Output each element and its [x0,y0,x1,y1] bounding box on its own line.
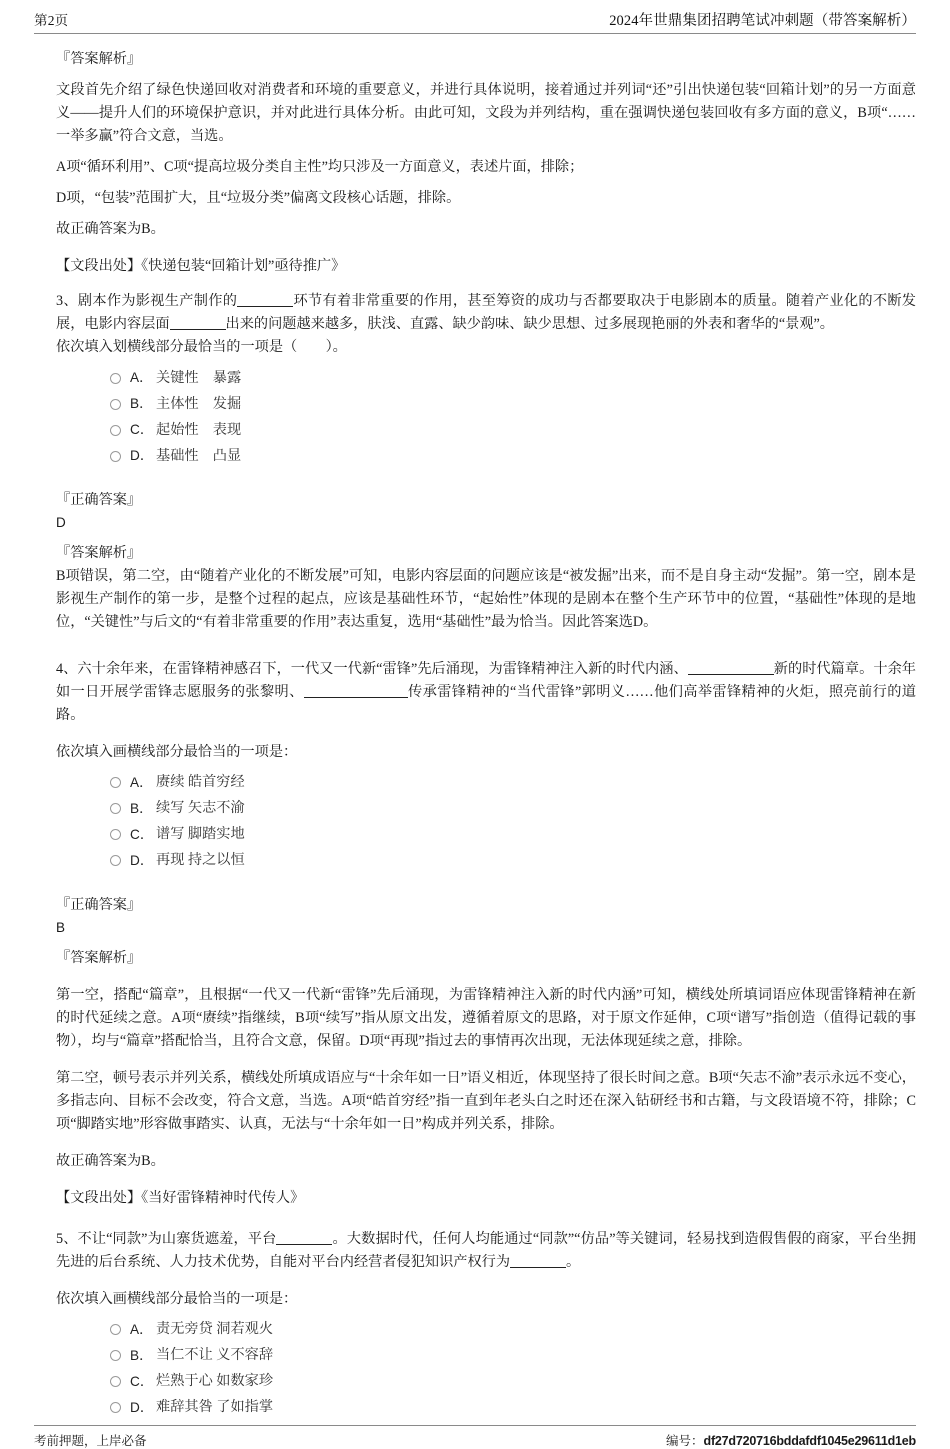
option-label: 主体性 发掘 [156,395,242,412]
answer-analysis-label: 『答案解析』 [56,544,142,561]
radio-icon[interactable] [110,777,121,788]
question-4 [34,658,916,1210]
question-3-blank-2 [170,329,226,330]
footer-document-code [666,1431,916,1449]
radio-icon[interactable] [110,1402,121,1413]
passage-source-label: 【文段出处】 [56,1189,142,1206]
option-label: 基础性 凸显 [156,447,242,464]
radio-icon[interactable] [110,1376,121,1387]
option-label: 难辞其咎 了如指掌 [156,1399,274,1416]
document-content [34,34,916,1425]
question-5-stem-part2: 。大数据时代，任何人均能通过“同款”“仿品”等关键词，轻易找到造假售假的商家，平台坐拥先进的后台系统、人力技术优势，自能对平台内经营者侵犯知识产权行为 [56,1230,916,1270]
question-5-blank-1 [276,1244,332,1245]
correct-answer-value: B [56,919,66,935]
page-number-label: 第2页 [34,13,69,29]
question-3-blank-1 [237,306,293,307]
radio-icon[interactable] [110,425,121,436]
option-d[interactable] [110,443,916,469]
option-letter: C． [130,1373,154,1389]
question-4-stem-part2: 新的时代篇章。十余年如一日开展学雷锋志愿服务的张黎明、 [56,660,916,700]
radio-icon[interactable] [110,373,121,384]
question-5-blank-2 [510,1267,566,1268]
radio-icon[interactable] [110,829,121,840]
option-b[interactable] [110,1343,916,1369]
passage-source-label: 【文段出处】 [56,258,142,275]
footer-code-label: 编号： [666,1433,704,1448]
radio-icon[interactable] [110,399,121,410]
question-3-stem-part2: 环节有着非常重要的作用，甚至筹资的成功与否都要取决于电影剧本的质量。随着产业化的不断发展，电影内容层面 [56,293,916,333]
document-title: 2024年世鼎集团招聘笔试冲刺题（带答案解析） [609,13,916,29]
answer-analysis-text: 文段首先介绍了绿色快递回收对消费者和环境的重要意义，并进行具体说明，接着通过并列词“还”引出快递包装“回箱计划”的另一方面意义——提升人们的环境保护意识，并对此进行具体分析。由此可知，文段为并列结构，重在强调快递包装回收有多方面的意义，B项“……一举多赢”符合文意，当选。 [56,82,916,145]
exclusion-ac-text: A项“循环利用”、C项“提高垃圾分类自主性”均只涉及一方面意义，表述片面，排除； [56,159,584,176]
question-3-prompt: 依次填入划横线部分最恰当的一项是（ ）。 [56,339,347,356]
question-3 [34,290,916,634]
option-label: 关键性 暴露 [156,369,242,386]
option-a[interactable] [110,770,916,796]
option-label: 谱写 脚踏实地 [156,826,245,843]
option-letter: C． [130,422,154,438]
question-3-stem [34,290,916,336]
passage-source [34,255,916,278]
correct-answer-value: D [56,515,66,531]
question-5 [34,1228,916,1421]
question-4-options [34,770,916,874]
answer-analysis-paragraph-1: 第一空，搭配“篇章”，且根据“一代又一代新“雷锋”先后涌现，为雷锋精神注入新的时代内涵”可知，横线处所填词语应体现雷锋精神在新的时代延续之意。A项“赓续”指继续，B项“续写”指从原文出发，遵循着原文的思路，对于原文作延伸，C项“谱写”指创造（值得记载的事物），均与“篇章”搭配恰当，且符合文意，保留。D项“再现”指过去的事情再次出现，无法体现延续之意，排除。 [56,986,916,1049]
answer-analysis-label: 『答案解析』 [56,51,142,68]
option-d[interactable] [110,848,916,874]
option-label: 续写 矢志不渝 [156,800,245,817]
conclusion-text: 故正确答案为B。 [56,1152,165,1169]
radio-icon[interactable] [110,855,121,866]
option-letter: A． [130,370,153,386]
question-2-explanation [34,48,916,278]
answer-analysis-paragraph-2: 第二空，顿号表示并列关系，横线处所填成语应与“十余年如一日”语义相近，体现坚持了很长时间之意。B项“矢志不渝”表示永远不变心，多指志向、目标不会改变，符合文意，当选。A项“皓首穷经”指一直到年老头白之时还在深入钻研经书和古籍，与文段语境不符，排除；C项“脚踏实地”形容做事踏实、认真，无法与“十余年如一日”构成并列关系，排除。 [56,1069,916,1132]
question-4-blank-1 [688,674,774,675]
passage-source [34,1187,916,1210]
question-4-stem-part1: 4、六十余年来，在雷锋精神感召下，一代又一代新“雷锋”先后涌现，为雷锋精神注入新的时代内涵、 [56,660,688,677]
correct-answer-label: 『正确答案』 [56,896,142,913]
footer-slogan: 考前押题，上岸必备 [34,1433,147,1448]
option-a[interactable] [110,1317,916,1343]
answer-analysis-text: B项错误，第二空，由“随着产业化的不断发展”可知，电影内容层面的问题应该是“被发掘”出来，而不是自身主动“发掘”。第一空，剧本是影视生产制作的第一步，是整个过程的起点，应该是基础性环节，“起始性”体现的是剧本在整个生产环节中的位置，“基础性”体现的是地位，“关键性”与后文的“有着非常重要的作用”表达重复，选用“基础性”最为恰当。因此答案选D。 [56,567,916,630]
passage-source-title: 《当好雷锋精神时代传人》 [141,1189,305,1206]
option-letter: D． [130,448,154,464]
question-4-stem [34,658,916,727]
option-d[interactable] [110,1395,916,1421]
option-letter: B． [130,396,153,412]
option-c[interactable] [110,1369,916,1395]
radio-icon[interactable] [110,1350,121,1361]
option-letter: C． [130,826,154,842]
page-header [34,12,916,34]
option-label: 起始性 表现 [156,421,242,438]
footer-code-value: df27d720716bddafdf1045e29611d1eb [703,1433,916,1448]
question-5-options [34,1317,916,1421]
radio-icon[interactable] [110,451,121,462]
option-c[interactable] [110,822,916,848]
question-3-stem-part1: 3、剧本作为影视生产制作的 [56,293,238,310]
option-label: 责无旁贷 洞若观火 [156,1321,274,1338]
option-letter: D． [130,852,154,868]
option-c[interactable] [110,417,916,443]
question-3-options [34,365,916,469]
option-letter: B． [130,800,153,816]
question-5-prompt: 依次填入画横线部分最恰当的一项是： [56,1290,298,1307]
page-footer [34,1425,916,1449]
option-b[interactable] [110,796,916,822]
radio-icon[interactable] [110,1324,121,1335]
option-label: 当仁不让 义不容辞 [156,1347,274,1364]
question-3-stem-part3: 出来的问题越来越多，肤浅、直露、缺少韵味、缺少思想、过多展现艳丽的外表和奢华的“景观”。 [225,316,834,333]
option-letter: B． [130,1347,153,1363]
option-label: 烂熟于心 如数家珍 [156,1373,274,1390]
question-5-stem-part3: 。 [566,1253,581,1270]
option-a[interactable] [110,365,916,391]
answer-analysis-label: 『答案解析』 [56,949,142,966]
conclusion-text: 故正确答案为B。 [56,221,165,238]
question-4-stem-part3: 传承雷锋精神的“当代雷锋”郭明义……他们高举雷锋精神的火炬，照亮前行的道路。 [56,683,916,723]
option-letter: A． [130,1321,153,1337]
question-5-stem [34,1228,916,1274]
question-5-stem-part1: 5、不让“同款”为山寨货遮羞，平台 [56,1230,277,1247]
correct-answer-label: 『正确答案』 [56,492,142,509]
option-b[interactable] [110,391,916,417]
radio-icon[interactable] [110,803,121,814]
passage-source-title: 《快递包装“回箱计划”亟待推广》 [141,258,346,275]
option-label: 赓续 皓首穷经 [156,774,245,791]
option-letter: D． [130,1399,154,1415]
option-letter: A． [130,774,153,790]
question-4-blank-2 [304,697,408,698]
option-label: 再现 持之以恒 [156,852,245,869]
exclusion-d-text: D项，“包装”范围扩大，且“垃圾分类”偏离文段核心话题，排除。 [56,190,461,207]
question-4-prompt: 依次填入画横线部分最恰当的一项是： [56,743,298,760]
